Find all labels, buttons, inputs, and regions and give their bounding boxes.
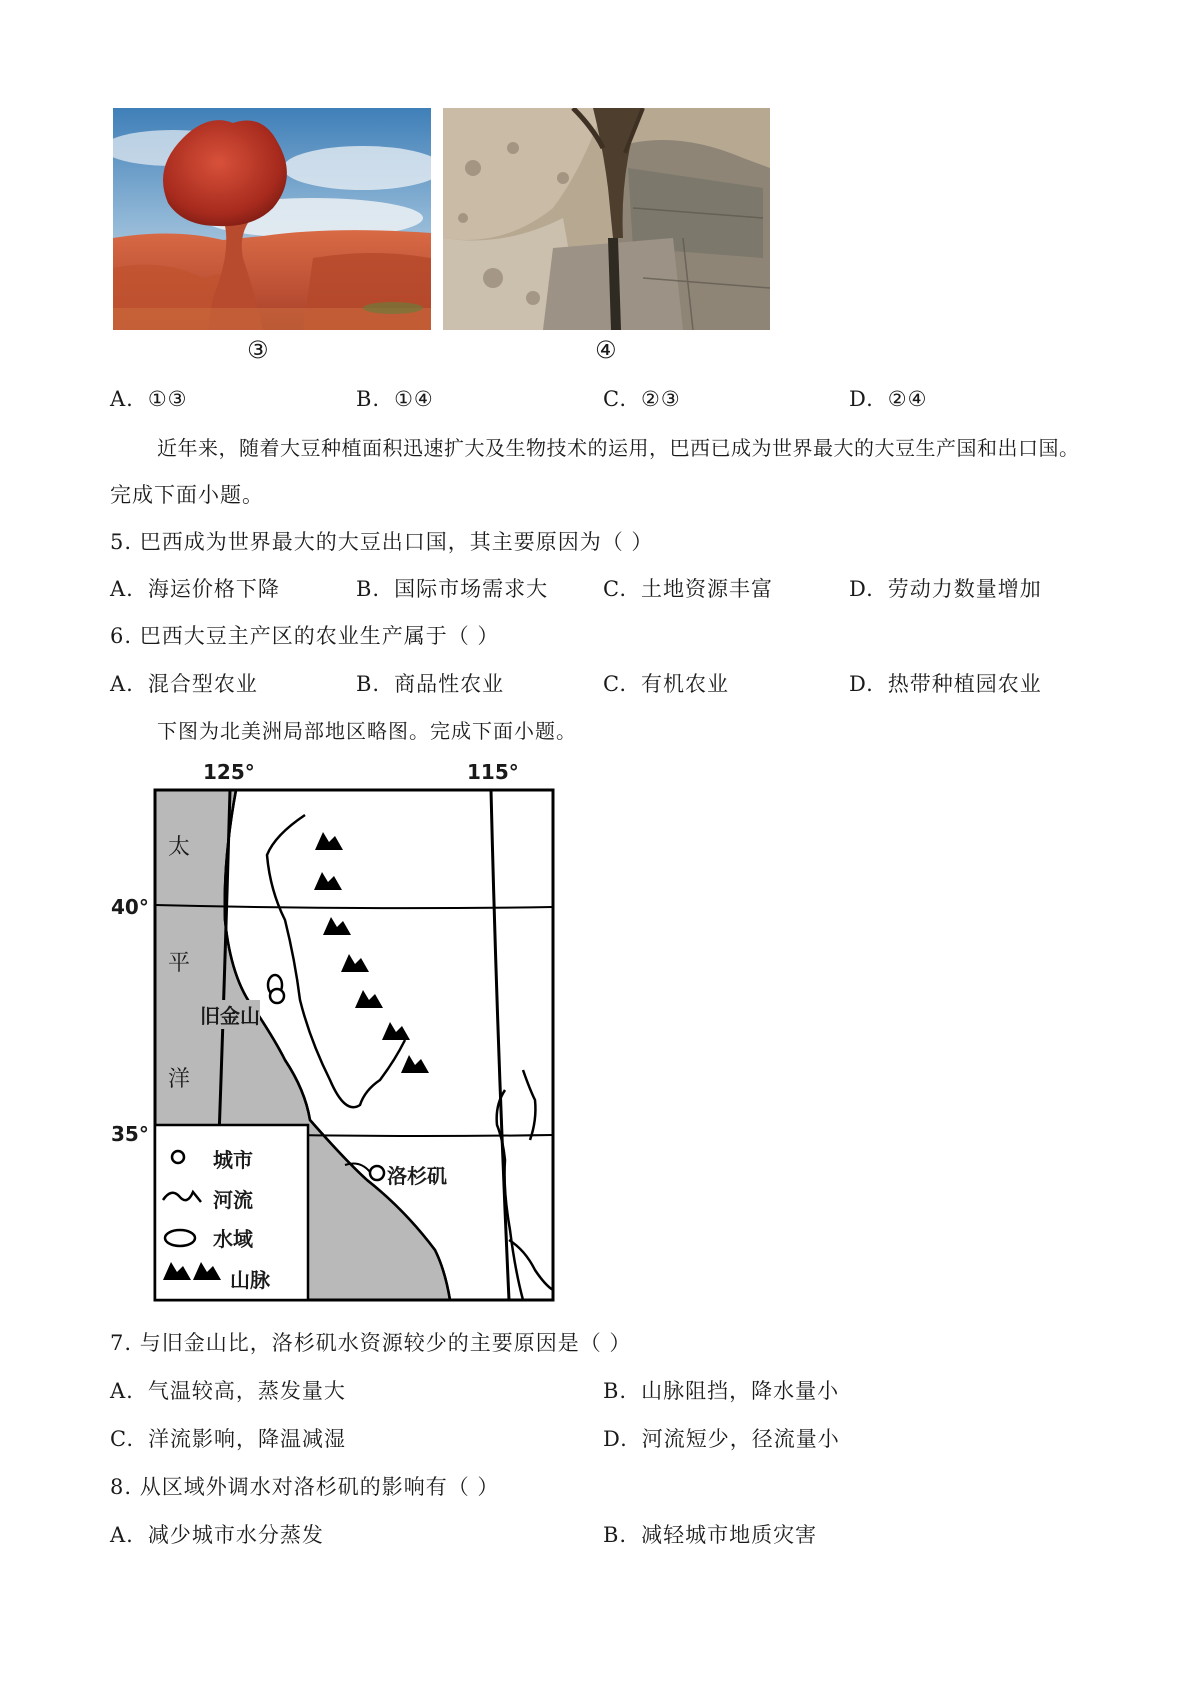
option-label: A. (110, 577, 134, 601)
option-text: 洋流影响，降温减湿 (148, 1427, 346, 1451)
photo-caption-3: ③ (247, 336, 269, 364)
q6-option-c[interactable] (603, 669, 729, 699)
photo-tree-rock (443, 108, 770, 330)
option-label: C. (603, 577, 627, 601)
option-text: 海运价格下降 (147, 577, 280, 601)
photo-mushroom-rock (113, 108, 431, 330)
q5-option-a[interactable] (110, 574, 280, 604)
ocean-label-char-3: 洋 (168, 1067, 191, 1092)
mountain-icon (382, 1022, 410, 1040)
option-text: ②③ (641, 387, 681, 411)
option-text: 国际市场需求大 (394, 577, 549, 601)
option-label: B. (603, 1523, 628, 1547)
river-tributary (523, 1070, 535, 1140)
option-label: B. (356, 387, 381, 411)
q4-option-c[interactable] (603, 384, 681, 414)
option-label: D. (849, 672, 874, 696)
lat-40-label: 40° (111, 895, 149, 919)
q5-option-d[interactable] (849, 574, 1042, 604)
mountain-icon (323, 917, 351, 935)
option-text: ②④ (887, 387, 928, 411)
q7-stem: 7. 与旧金山比，洛杉矶水资源较少的主要原因是（ ） (110, 1331, 632, 1355)
legend-city-label: 城市 (213, 1148, 253, 1172)
option-text: 商品性农业 (394, 672, 505, 696)
q5-option-b[interactable] (356, 574, 548, 604)
option-text: 减少城市水分蒸发 (147, 1523, 324, 1547)
option-text: 有机农业 (641, 672, 729, 696)
q7-option-a[interactable] (110, 1376, 346, 1406)
mountain-icon (355, 990, 383, 1008)
lon-125-label: 125° (203, 760, 255, 784)
legend-mountain-label: 山脉 (230, 1268, 270, 1292)
legend-city-icon (172, 1151, 184, 1163)
option-label: D. (603, 1427, 628, 1451)
ocean-label-char-1: 太 (168, 835, 191, 860)
option-text: 山脉阻挡，降水量小 (641, 1379, 840, 1403)
lon-115-label: 115° (467, 760, 519, 784)
sierra-nevada-mountains (314, 832, 429, 1073)
q6-option-d[interactable] (849, 669, 1042, 699)
lat-35-label: 35° (111, 1122, 149, 1146)
option-label: C. (603, 672, 627, 696)
ocean-label-char-2: 平 (168, 951, 191, 976)
option-text: 混合型农业 (147, 672, 258, 696)
q6-option-a[interactable] (110, 669, 258, 699)
mushroom-rock-image (113, 108, 431, 330)
option-text: 河流短少，径流量小 (641, 1427, 840, 1451)
q8-option-b[interactable] (603, 1520, 817, 1550)
mountain-icon (401, 1055, 429, 1073)
option-label: D. (849, 387, 874, 411)
passage-soy-line-2: 完成下面小题。 (110, 483, 264, 507)
option-label: A. (110, 387, 134, 411)
q7-option-d[interactable] (603, 1424, 840, 1454)
option-label: B. (356, 672, 381, 696)
q6-stem: 6. 巴西大豆主产区的农业生产属于（ ） (110, 624, 500, 648)
legend-river-label: 河流 (213, 1188, 253, 1212)
q7-option-c[interactable] (110, 1424, 346, 1454)
mountain-icon (315, 832, 343, 850)
option-text: 气温较高，蒸发量大 (147, 1379, 346, 1403)
option-label: A. (110, 1523, 134, 1547)
option-text: 土地资源丰富 (641, 577, 773, 601)
sf-city-marker-icon (270, 989, 284, 1003)
legend-water-label: 水域 (213, 1227, 253, 1251)
city-label-los-angeles: 洛杉矶 (387, 1164, 447, 1188)
option-text: 热带种植园农业 (887, 672, 1042, 696)
map-intro: 下图为北美洲局部地区略图。完成下面小题。 (157, 719, 577, 743)
city-label-san-francisco: 旧金山 (200, 1000, 260, 1029)
option-text: ①③ (147, 387, 188, 411)
q6-option-b[interactable] (356, 669, 504, 699)
option-label: B. (603, 1379, 628, 1403)
mountain-icon (314, 872, 342, 890)
photo-caption-4: ④ (595, 336, 617, 364)
la-city-marker-icon (370, 1166, 384, 1180)
option-label: B. (356, 577, 381, 601)
longitude-115 (491, 790, 509, 1300)
passage-soy-line-1: 近年来，随着大豆种植面积迅速扩大及生物技术的运用，巴西已成为世界最大的大豆生产国和出口国。 (157, 436, 1080, 460)
option-text: 减轻城市地质灾害 (641, 1523, 818, 1547)
option-label: C. (603, 387, 627, 411)
q7-option-b[interactable] (603, 1376, 839, 1406)
q5-option-c[interactable] (603, 574, 773, 604)
mountain-icon (341, 954, 369, 972)
q4-option-a[interactable] (110, 384, 188, 414)
q4-option-b[interactable] (356, 384, 434, 414)
option-text: ①④ (394, 387, 434, 411)
option-label: C. (110, 1427, 134, 1451)
tree-root-rock-image (443, 108, 770, 330)
q4-option-d[interactable] (849, 384, 927, 414)
q8-option-a[interactable] (110, 1520, 324, 1550)
option-label: D. (849, 577, 874, 601)
option-label: A. (110, 1379, 134, 1403)
north-america-map (105, 760, 575, 1315)
option-text: 劳动力数量增加 (887, 577, 1042, 601)
q8-stem: 8. 从区域外调水对洛杉矶的影响有（ ） (110, 1475, 500, 1499)
option-label: A. (110, 672, 134, 696)
q5-stem: 5. 巴西成为世界最大的大豆出口国，其主要原因为（ ） (110, 530, 654, 554)
